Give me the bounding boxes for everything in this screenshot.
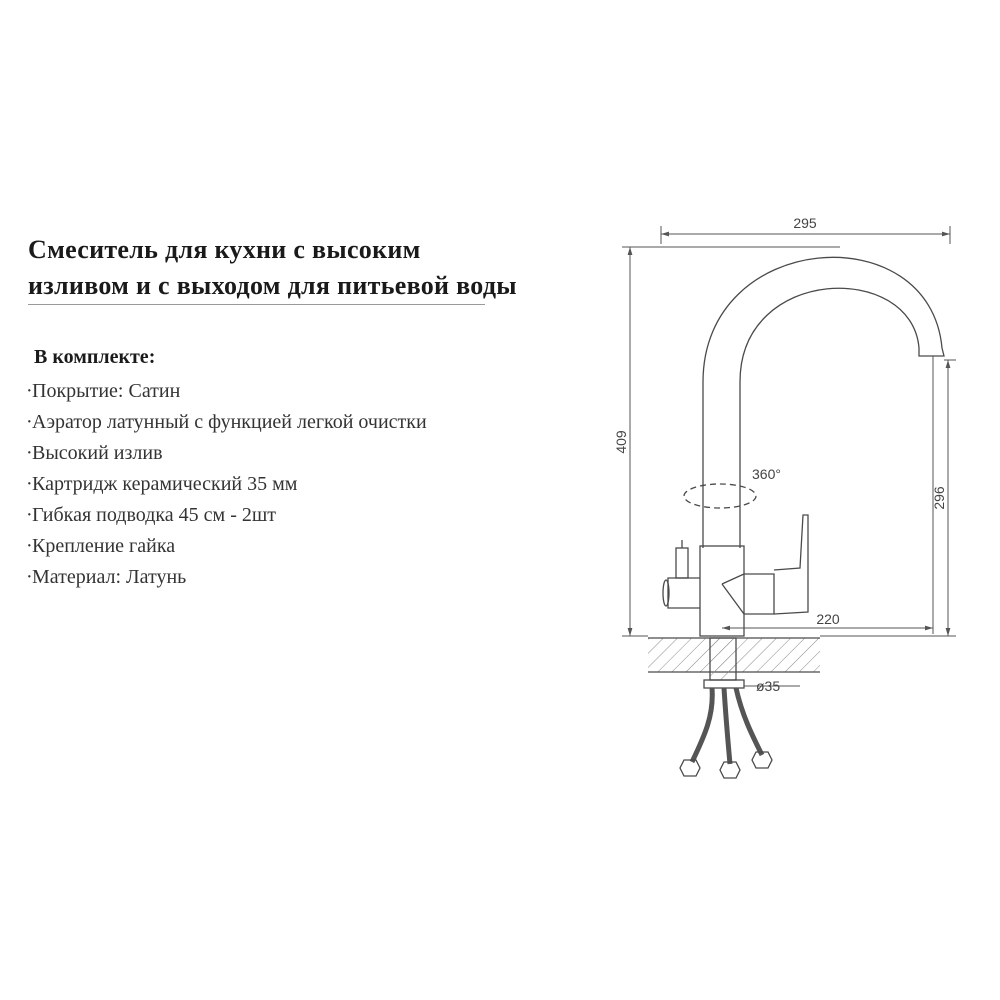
body-joint (722, 574, 744, 614)
spout-outer (703, 257, 942, 548)
drink-outlet (668, 578, 700, 608)
kit-item-material: ·Материал: Латунь (26, 566, 187, 588)
kit-item-aerator: ·Аэратор латунный с функцией легкой очистки (26, 411, 427, 433)
kit-item-coating: ·Покрытие: Сатин (26, 380, 181, 402)
kit-item-spout: ·Высокий излив (26, 442, 163, 464)
mixer-body (700, 546, 744, 636)
product-title-line-2: изливом и с выходом для питьевой воды (28, 271, 517, 300)
kit-heading: В комплекте: (34, 346, 156, 368)
lever-handle (774, 515, 808, 614)
handle-hub (744, 574, 774, 614)
drink-valve-knob (676, 548, 688, 578)
product-title-line-1: Смеситель для кухни с высоким (28, 235, 421, 264)
kit-item-cartridge: ·Картридж керамический 35 мм (26, 473, 298, 495)
spout-tip (919, 348, 944, 356)
mount-nut (704, 680, 744, 688)
hose-nut-left (680, 760, 700, 776)
kit-item-hoses: ·Гибкая подводка 45 см - 2шт (26, 504, 277, 526)
hose-left (692, 688, 712, 762)
dim-diameter-label: ø35 (756, 678, 781, 694)
hose-nut-middle (720, 762, 740, 778)
dim-spout-label: 296 (931, 486, 947, 510)
mount-stud (710, 638, 736, 680)
rotation-label: 360° (752, 466, 781, 482)
hose-right (736, 688, 762, 755)
spout-inner (740, 288, 919, 548)
kit-item-mount: ·Крепление гайка (26, 535, 176, 557)
dim-reach-label: 220 (816, 611, 840, 627)
hose-middle (724, 688, 730, 764)
dim-width-label: 295 (793, 215, 817, 231)
dim-height-label: 409 (613, 430, 629, 454)
rotation-indicator (684, 484, 756, 508)
